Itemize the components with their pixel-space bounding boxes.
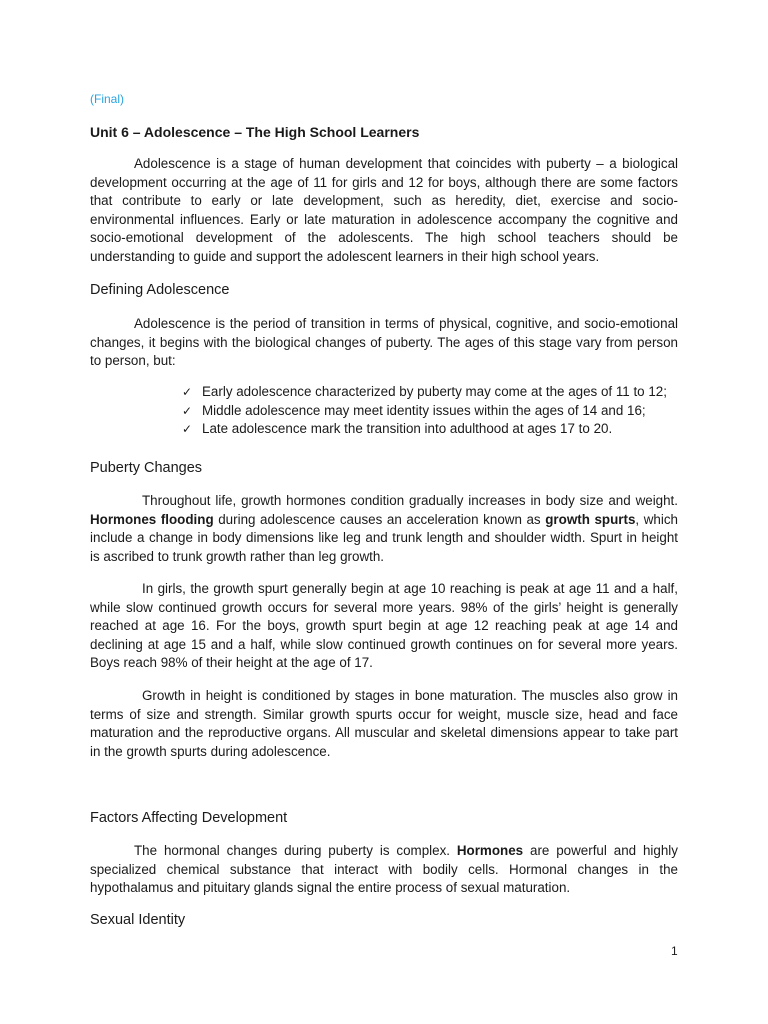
heading-sexual-identity: Sexual Identity — [90, 912, 186, 928]
list-item — [182, 383, 678, 402]
heading-puberty-changes: Puberty Changes — [90, 460, 203, 476]
text-run: The hormonal changes during puberty is complex. — [134, 843, 450, 858]
list-item-text: Early adolescence characterized by puberty may come at the ages of 11 to 12; — [202, 384, 667, 399]
text-run: are powerful and highly specialized chemical substance that interact with bodily cells. Hormonal changes in the hypothalamus and pituitary glands signal the entire process of sexual maturation. — [90, 843, 678, 896]
factors-paragraph — [90, 842, 678, 898]
unit-title: Unit 6 – Adolescence – The High School Learners — [90, 124, 420, 140]
puberty-paragraph-3: Growth in height is conditioned by stages in bone maturation. The muscles also grow in terms of size and strength. Similar growth spurts occur for weight, muscle size, head and face maturation and the reproductive organs. All muscular and skeletal dimensions appear to take part in the growth spurts during adolescence. — [90, 688, 678, 759]
page-number: 1 — [671, 944, 678, 958]
checkmark-icon: ✓ — [182, 403, 193, 418]
puberty-paragraph-1 — [90, 492, 678, 566]
list-item — [182, 402, 678, 421]
bold-term-growth-spurts: growth spurts — [545, 511, 636, 527]
checkmark-icon: ✓ — [182, 422, 193, 437]
defining-adolescence-paragraph: Adolescence is the period of transition in terms of physical, cognitive, and socio-emotional changes, it begins with the biological changes of puberty. The ages of this stage vary from person to person, but: — [90, 316, 678, 369]
text-run: , which include a change in body dimensions like leg and trunk length and shoulder width. Spurt in height is ascribed to trunk growth rather than leg growth. — [90, 511, 678, 564]
list-item-text: Middle adolescence may meet identity issues within the ages of 14 and 16; — [202, 402, 646, 418]
checkmark-icon: ✓ — [182, 385, 193, 399]
heading-defining-adolescence: Defining Adolescence — [90, 282, 230, 298]
bold-term-hormones-flooding: Hormones flooding — [90, 511, 214, 527]
intro-paragraph: Adolescence is a stage of human development that coincides with puberty – a biological development occurring at the age of 11 for girls and 12 for boys, although there are some factors that contribute to early or late development, such as heredity, diet, exercise and socio-environmental influences. Early or late maturation in adolescence accompany the cognitive and socio-emotional development of the adolescents. The high school teachers should be understanding to guide and support the adolescent learners in their high school years. — [90, 156, 678, 264]
text-run: Throughout life, growth hormones condition gradually increases in body size and weight. — [142, 493, 678, 508]
list-item-text: Late adolescence mark the transition into adulthood at ages 17 to 20. — [202, 421, 613, 437]
bold-term-hormones: Hormones — [456, 843, 524, 858]
document-status: (Final) — [90, 92, 125, 106]
text-run: during adolescence causes an acceleration known as — [218, 511, 541, 527]
heading-factors-affecting-development: Factors Affecting Development — [90, 810, 288, 826]
puberty-paragraph-2: In girls, the growth spurt generally begin at age 10 reaching is peak at age 11 and a half, while slow continued growth occurs for several more years. 98% of the girls’ height is generally reached at age 16. For the boys, growth spurt begin at age 12 reaching peak at age 14 and declining at age 15 and a half, while slow continued growth continues on for several more years. Boys reach 98% of their height at the age of 17. — [90, 581, 678, 671]
adolescence-stages-list — [182, 383, 678, 439]
list-item — [182, 420, 678, 439]
